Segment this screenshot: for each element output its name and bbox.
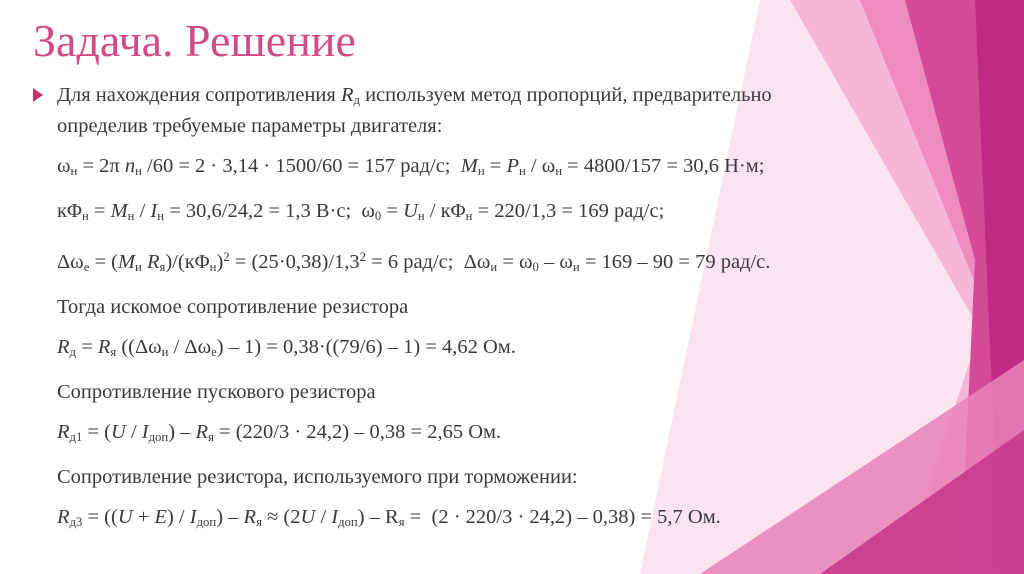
line-9-text: $R_{д1} = (U / I_{доп}) - R_я = (220/3 \cdot 24,2) - 0,38 = 2,65$ Ом. bbox=[57, 420, 502, 445]
line-3 bbox=[57, 153, 967, 184]
line-1-text: Для нахождения сопротивления $R_д$ используем метод пропорций, предварительно bbox=[57, 84, 772, 108]
slide-title: Задача. Решение bbox=[33, 15, 356, 66]
line-7 bbox=[57, 334, 967, 365]
line-11 bbox=[57, 504, 967, 535]
line-3-text: $\omega_н = 2\pi$ $n_н$ /60 = 2 · 3,14 · 1500/60 = 157 рад/с; $M_н = P_н / \omega_н = 4800/157 = 30,6$ Н·м; bbox=[57, 155, 765, 179]
bullet-arrow-icon bbox=[33, 88, 43, 102]
line-6-text: Тогда искомое сопротивление резистора bbox=[57, 295, 409, 318]
line-8-text: Сопротивление пускового резистора bbox=[57, 380, 376, 403]
line-8 bbox=[57, 379, 967, 405]
line-10-text: Сопротивление резистора, используемого при торможении: bbox=[57, 466, 578, 489]
line-2 bbox=[57, 113, 967, 139]
slide-content bbox=[57, 82, 967, 535]
line-5 bbox=[57, 244, 967, 280]
line-2-text: определив требуемые параметры двигателя: bbox=[57, 115, 443, 138]
line-4-text: $к\Phi_н = M_н / I_н = 30,6/24,2 = 1,3$ В·с; $\omega_0 = U_н / к\Phi_н = 220/1,3 = 169$ рад/с; bbox=[57, 200, 665, 224]
line-6 bbox=[57, 294, 967, 320]
line-7-text: $R_д = R_я$ $((\Delta\omega_и / \Delta\omega_е) - 1) = 0,38\cdot((79/6) - 1) = 4,62$ Ом. bbox=[57, 335, 516, 359]
line-5-text: $\Delta\omega_е = (M_и$ $R_я)/(к\Phi_н)^2 = (25\cdot 0,38)/1,3^2 = 6$ рад/с; $\Delta\omega_и = \omega_0 - \omega_и = 169 - 90 = 79$ рад/с. bbox=[57, 249, 771, 274]
line-9 bbox=[57, 419, 967, 450]
line-10 bbox=[57, 464, 967, 490]
line-1 bbox=[57, 82, 967, 113]
line-4 bbox=[57, 198, 967, 229]
line-11-text: $R_{д3} = ((U + E) / I_{доп}) - R_я \approx (2U / I_{доп}) - R_я = (2 \cdot 220/3 \cdot 24,2) - 0,38) = 5,7$ Ом. bbox=[57, 506, 721, 530]
